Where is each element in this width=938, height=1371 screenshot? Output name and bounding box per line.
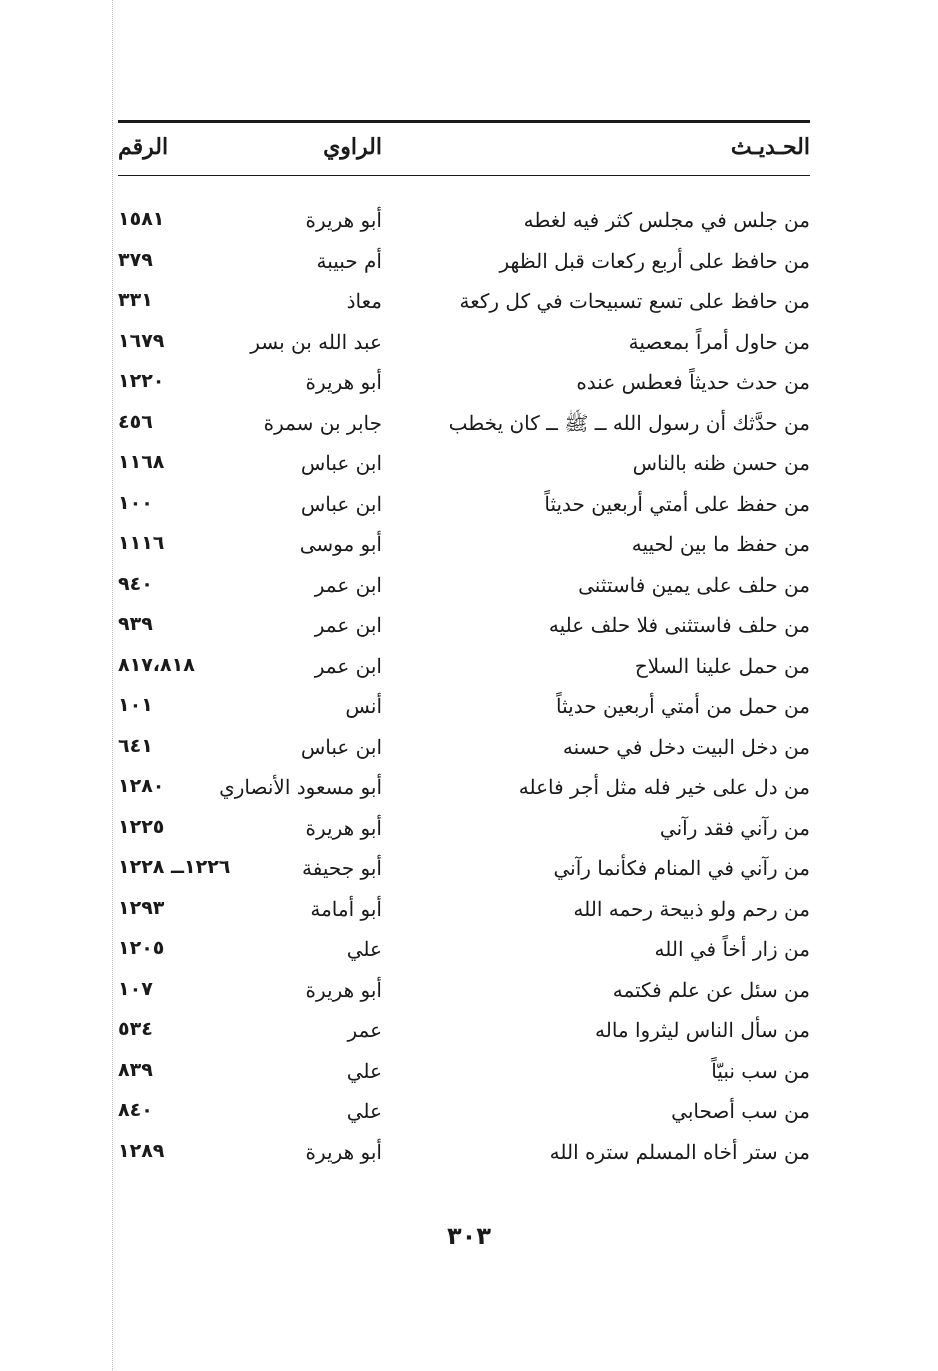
table-row — [118, 1140, 810, 1181]
hadith-text: من حلف على يمين فاستثنى — [578, 572, 810, 597]
hadith-text: من حافظ على أربع ركعات قبل الظهر — [499, 248, 810, 273]
table-header — [118, 134, 810, 174]
table-row — [118, 370, 810, 411]
header-number: الرقم — [118, 134, 169, 160]
hadith-number: ١١٦٨ — [118, 451, 165, 473]
table-row — [118, 492, 810, 533]
narrator-name: أبو هريرة — [305, 815, 382, 840]
table-row — [118, 816, 810, 857]
hadith-number: ٣٣١ — [118, 289, 153, 311]
table-row — [118, 613, 810, 654]
hadith-text: من سب أصحابي — [671, 1099, 810, 1123]
hadith-number: ١٥٨١ — [118, 208, 165, 230]
hadith-text: من دخل البيت دخل في حسنه — [562, 734, 810, 759]
narrator-name: أبو موسى — [299, 532, 382, 556]
hadith-text: من سئل عن علم فكتمه — [612, 977, 810, 1002]
table-row — [118, 897, 810, 938]
narrator-name: أنس — [345, 694, 382, 718]
hadith-text: من جلس في مجلس كثر فيه لغطه — [523, 208, 810, 232]
hadith-text: من حفظ ما بين لحييه — [631, 532, 810, 556]
hadith-text: من سأل الناس ليثروا ماله — [595, 1018, 810, 1042]
narrator-name: ابن عباس — [300, 734, 382, 759]
hadith-text: من حدث حديثاً فعطس عنده — [576, 370, 810, 394]
narrator-name: أبو أمامة — [310, 896, 382, 921]
index-page — [118, 120, 810, 1164]
hadith-number: ٩٤٠ — [118, 572, 153, 595]
table-row — [118, 411, 810, 452]
narrator-name: أبو هريرة — [305, 1139, 382, 1164]
hadith-text: من حفظ على أمتي أربعين حديثاً — [544, 491, 810, 516]
table-row — [118, 937, 810, 978]
hadith-number: ١٢٢٠ — [118, 370, 165, 392]
hadith-number: ١٠٠ — [118, 491, 153, 514]
hadith-number: ١٢٨٩ — [118, 1139, 165, 1162]
hadith-number: ١٢٢٦ــ ١٢٢٨ — [118, 856, 231, 878]
narrator-name: أبو هريرة — [305, 370, 382, 394]
narrator-name: معاذ — [346, 289, 382, 313]
table-row — [118, 735, 810, 776]
hadith-text: من حمل من أمتي أربعين حديثاً — [556, 694, 810, 718]
hadith-text: من حافظ على تسع تسبيحات في كل ركعة — [459, 289, 810, 313]
hadith-text: من رآني في المنام فكأنما رآني — [553, 856, 810, 880]
narrator-name: ابن عباس — [300, 491, 382, 516]
header-bottom-rule — [118, 175, 810, 176]
hadith-number: ١٢٩٣ — [118, 896, 165, 919]
hadith-number: ٥٣٤ — [118, 1018, 153, 1040]
table-row — [118, 573, 810, 614]
table-row — [118, 208, 810, 249]
narrator-name: ابن عمر — [314, 653, 382, 678]
table-row — [118, 1018, 810, 1059]
hadith-number: ١١١٦ — [118, 532, 165, 554]
hadith-number: ٨٣٩ — [118, 1058, 153, 1081]
narrator-name: علي — [346, 1099, 382, 1123]
narrator-name: ابن عمر — [314, 572, 382, 597]
hadith-text: من حدَّثك أن رسول الله ــ ﷺ ــ كان يخطب — [448, 410, 810, 435]
narrator-name: أبو جحيفة — [302, 856, 382, 880]
hadith-number: ٦٤١ — [118, 734, 153, 757]
header-rawi: الراوي — [323, 134, 382, 160]
narrator-name: علي — [346, 1058, 382, 1083]
hadith-table-body — [118, 208, 810, 1180]
table-row — [118, 451, 810, 492]
hadith-text: من حلف فاستثنى فلا حلف عليه — [548, 613, 810, 637]
hadith-text: من ستر أخاه المسلم ستره الله — [549, 1139, 810, 1164]
hadith-text: من حاول أمراً بمعصية — [628, 329, 810, 354]
table-row — [118, 856, 810, 897]
table-row — [118, 1099, 810, 1140]
table-row — [118, 654, 810, 695]
hadith-number: ١٢٨٠ — [118, 775, 165, 797]
narrator-name: أبو هريرة — [305, 208, 382, 232]
hadith-text: من رآني فقد رآني — [659, 815, 810, 840]
narrator-name: ابن عباس — [300, 451, 382, 475]
narrator-name: أبو مسعود الأنصاري — [219, 775, 382, 799]
narrator-name: جابر بن سمرة — [263, 410, 382, 435]
narrator-name: أبو هريرة — [305, 977, 382, 1002]
hadith-number: ٩٣٩ — [118, 613, 153, 635]
hadith-number: ٣٧٩ — [118, 248, 153, 271]
table-row — [118, 1059, 810, 1100]
hadith-number: ٤٥٦ — [118, 410, 153, 433]
hadith-number: ١٢٢٥ — [118, 815, 165, 838]
narrator-name: عمر — [347, 1018, 382, 1042]
hadith-number: ١٠١ — [118, 694, 153, 716]
table-row — [118, 978, 810, 1019]
hadith-text: من رحم ولو ذبيحة رحمه الله — [573, 896, 810, 921]
narrator-name: أم حبيبة — [316, 248, 382, 273]
table-row — [118, 330, 810, 371]
hadith-number: ١٦٧٩ — [118, 329, 165, 352]
table-row — [118, 694, 810, 735]
hadith-text: من حسن ظنه بالناس — [632, 451, 810, 475]
table-row — [118, 249, 810, 290]
hadith-text: من زار أخاً في الله — [654, 937, 810, 961]
hadith-text: من حمل علينا السلاح — [634, 653, 810, 678]
hadith-number: ٨٤٠ — [118, 1099, 153, 1121]
hadith-number: ٨١٧،٨١٨ — [118, 653, 195, 676]
hadith-number: ١٠٧ — [118, 977, 153, 1000]
page-number: ٣٠٣ — [447, 1222, 491, 1250]
page-edge-line — [112, 0, 113, 1371]
narrator-name: ابن عمر — [314, 613, 382, 637]
narrator-name: عبد الله بن بسر — [250, 329, 382, 354]
hadith-number: ١٢٠٥ — [118, 937, 165, 959]
header-hadith: الحـديـث — [730, 134, 810, 160]
table-row — [118, 532, 810, 573]
table-row — [118, 289, 810, 330]
hadith-text: من دل على خير فله مثل أجر فاعله — [518, 775, 810, 799]
narrator-name: علي — [346, 937, 382, 961]
hadith-text: من سب نبيّاً — [711, 1058, 810, 1083]
header-top-rule — [118, 120, 810, 123]
table-row — [118, 775, 810, 816]
